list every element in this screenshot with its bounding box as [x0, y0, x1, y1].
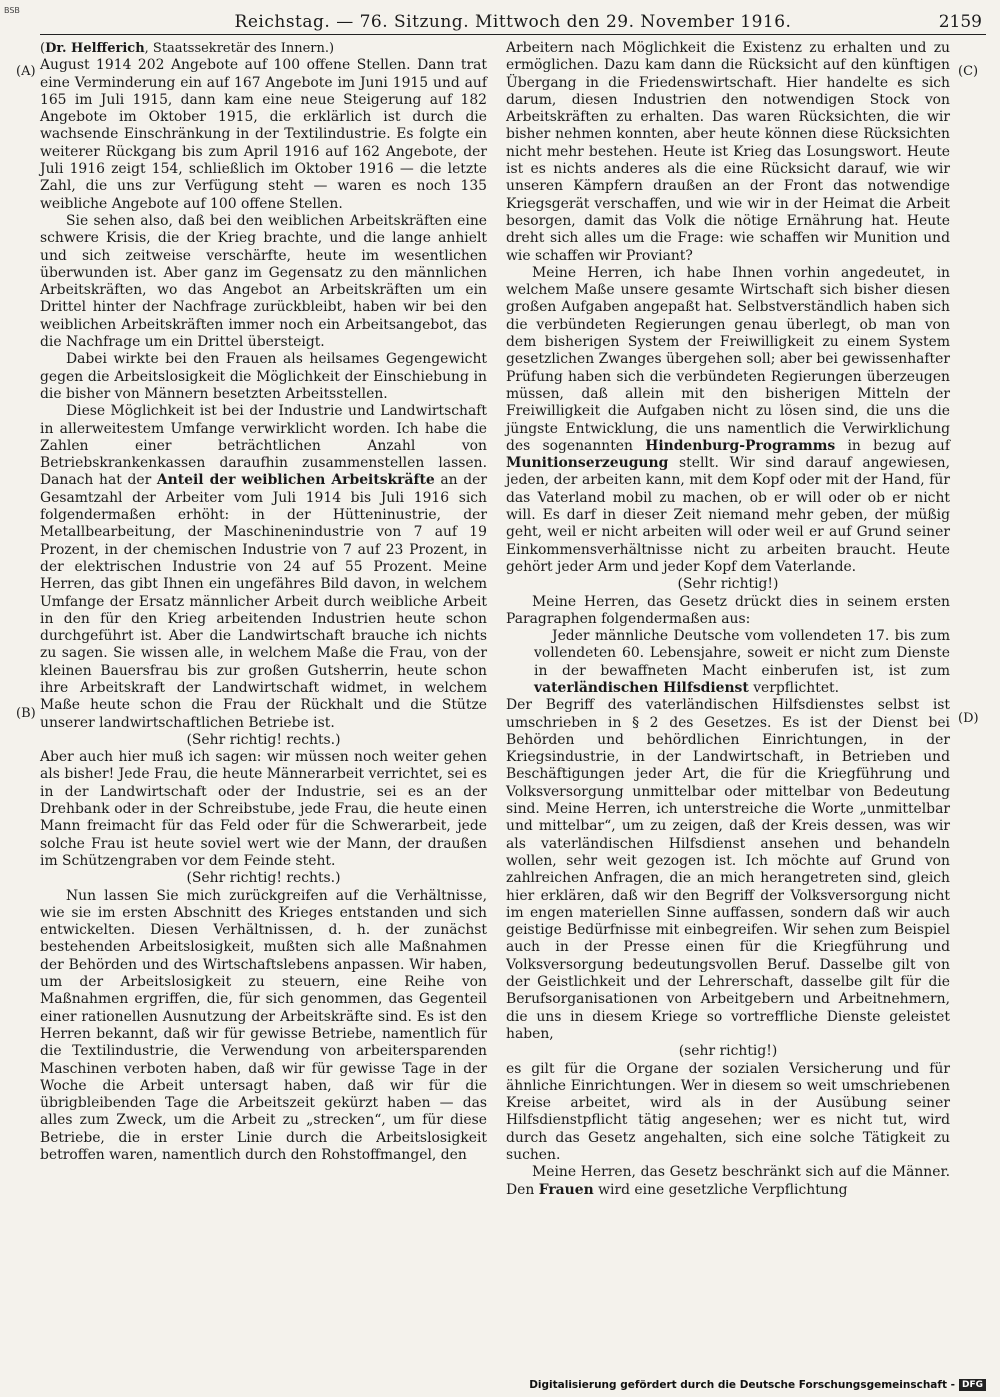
- emphasis: vaterländischen Hilfsdienst: [534, 679, 749, 696]
- text-run: an der Gesamtzahl der Arbeiter vom Juli 1914 bis Juli 1916 sich folgendermaßen erhöht: in der Hütteninustrie, der Metallbearbeitung, der Maschinenindustrie von 7 auf 19 Prozent, in der chemischen Industrie von 7 auf 23 Prozent, in der elektrischen Industrie von 24 auf 55 Prozent. Meine Herren, das gibt Ihnen ein ungefähres Bild davon, in welchem Umfange der Ersatz männlicher Arbeit durch weibliche Arbeit in den für den Krieg arbeitenden Industrien heute schon durchgeführt ist. Aber die Landwirtschaft brauche ich nichts zu sagen. Sie wissen alle, in welchem Maße die Frau, von der kleinen Bauersfrau bis zur großen Gutsherrin, heute schon ihre Arbeitskraft der Landwirtschaft widmet, in welchem Maße heute schon die Frau der Rückhalt und die Stütze unserer landwirtschaftlichen Betriebe ist.: [40, 472, 487, 731]
- dfg-logo: DFG: [959, 1379, 986, 1391]
- paragraph: Aber auch hier muß ich sagen: wir müssen noch weiter gehen als bisher! Jede Frau, die heute Männerarbeit verrichtet, sei es in der Landwirtschaft oder der Industrie, sei es an der Drehbank oder in der Schreibstube, jede Frau, die heute einen Mann freimacht für das Feld oder für die Schwerarbeit, jede solche Frau ist heute soviel wert wie der Mann, der draußen im Schützengraben vor dem Feinde steht.: [40, 749, 487, 869]
- paragraph: Arbeitern nach Möglichkeit die Existenz zu erhalten und zu ermöglichen. Dazu kam dann die Rücksicht auf den künftigen Übergang in die Friedenswirtschaft. Hier handelte es sich darum, diesen Industrien den notwendigen Stock von Arbeitskräften zu erhalten. Das waren Rücksichten, die wir bisher nehmen konnten, aber heute können diese Rücksichten nicht mehr bestehen. Heute ist Krieg das Losungswort. Heute ist es nichts anderes als die eine Rücksicht darauf, wie wir unseren Kämpfern draußen an der Front das notwendige Kriegsgerät verschaffen, und wie wir in der Heimat die Arbeit besorgen, damit das Volk die nötige Ernährung hat. Heute dreht sich alles um die Frage: wie schaffen wir Munition und wie schaffen wir Proviant?: [506, 40, 950, 264]
- emphasis: Hindenburg-Programms: [645, 437, 836, 454]
- interjection: (sehr richtig!): [678, 1043, 778, 1060]
- running-title: Reichstag. — 76. Sitzung. Mittwoch den 29. November 1916.: [234, 12, 792, 32]
- text-run: Diese Möglichkeit ist bei der Industrie und Landwirtschaft in allerweitestem Umfange verwirklicht worden. Ich habe die Zahlen einer beträchtlichen Anzahl von Betriebskrankenkassen daraufhin zusammenstellen lassen. Danach hat der: [40, 403, 487, 489]
- text-run: Jeder männliche Deutsche vom vollendeten 17. bis zum vollendeten 60. Lebensjahre, soweit er nicht zum Dienste in der bewaffneten Macht einberufen ist, ist zum: [534, 628, 950, 679]
- text-run: in bezug auf: [835, 437, 950, 454]
- text-run: stellt. Wir sind darauf angewiesen, jeden, der arbeiten kann, mit dem Kopf oder mit der Hand, für das Vaterland mobil zu machen, ob er will oder ob er nicht will. Es darf in dieser Zeit niemand mehr geben, der müßig geht, weil er nicht arbeiten will oder weil er auf Grund seiner Einkommensverhältnisse nicht zu arbeiten braucht. Heute gehört jeder Arm und jeder Kopf dem Vaterlande.: [506, 455, 950, 575]
- emphasis: Anteil der weiblichen Arbeitskräfte: [156, 472, 435, 489]
- text-run: Meine Herren, ich habe Ihnen vorhin angedeutet, in welchem Maße unsere gesamte Wirtschaft sich bisher diesen großen Aufgaben angepaßt hat. Selbstverständlich haben sich die verbündeten Regierungen genau überlegt, ob man von dem bisherigen System der Freiwilligkeit zu einem System gesetzlichen Zwanges übergehen soll; aber bei gewissenhafter Prüfung haben sich die verbündeten Regierungen überzeugen müssen, daß allein mit den bisherigen Mitteln der Freiwilligkeit die Aufgaben nicht zu lösen sind, die uns die jüngste Entwicklung, die uns namentlich die Verwirklichung des sogenannten: [506, 264, 950, 454]
- speaker-name: Dr. Helfferich: [45, 41, 145, 56]
- margin-marker-c: (C): [958, 64, 979, 79]
- paragraph: [40, 403, 487, 732]
- margin-marker-b: (B): [16, 706, 36, 721]
- left-column: [40, 40, 487, 1164]
- paragraph: [506, 265, 950, 576]
- paragraph: Meine Herren, das Gesetz drückt dies in seinem ersten Paragraphen folgendermaßen aus:: [506, 593, 950, 627]
- speaker-role: , Staatssekretär des Innern.): [144, 41, 335, 56]
- paragraph: Dabei wirkte bei den Frauen als heilsames Gegengewicht gegen die Arbeitslosigkeit die Möglichkeit der Einschiebung in die bisher von Männern besetzten Arbeitsstellen.: [40, 351, 487, 402]
- emphasis: Frauen: [538, 1181, 594, 1198]
- paragraph: Sie sehen also, daß bei den weiblichen Arbeitskräften eine schwere Krisis, die der Krieg brachte, und die lange anhielt und sich zeitweise verschärfte, heute im wesentlichen überwunden ist. Aber ganz im Gegensatz zu den männlichen Arbeitskräften, wo das Angebot an Arbeitskräften um ein Drittel hinter der Nachfrage zurückbleibt, haben wir bei den weiblichen Arbeitskräften immer noch ein Arbeitsangebot, das die Nachfrage um ein Drittel übersteigt.: [40, 212, 487, 351]
- library-stamp: BSB: [4, 6, 20, 15]
- paragraph: Nun lassen Sie mich zurückgreifen auf die Verhältnisse, wie sie im ersten Abschnitt des Krieges entstanden und sich entwickelten. Diesen Verhältnissen, d. h. der zunächst bestehenden Arbeitslosigkeit, mußten sich alle Maßnahmen der Behörden und des Wirtschaftslebens anpassen. Wir haben, um der Arbeitslosigkeit zu steuern, eine Reihe von Maßnahmen ergriffen, die, für sich genommen, das Gegenteil einer rationellen Ausnutzung der Arbeitskräfte sind. Es ist den Herren bekannt, daß wir für gewisse Betriebe, namentlich für die Textilindustrie, die Verwendung von arbeitersparenden Maschinen verboten haben, daß wir für gewisse Tage in der Woche die Arbeit untersagt haben, daß wir für die übrigbleibenden Tage die Arbeitszeit gekürzt haben — das alles zum Zweck, um die Arbeit zu „strecken“, um für diese Betriebe, die in erster Linie durch die Arbeitslosigkeit betroffen waren, namentlich durch den Rohstoffmangel, den: [40, 887, 487, 1163]
- right-column: [506, 40, 950, 1199]
- paragraph: Der Begriff des vaterländischen Hilfsdienstes selbst ist umschrieben in § 2 des Gesetzes. Es ist der Dienst bei Behörden und behördlichen Einrichtungen, in der Kriegsindustrie, in der Landwirtschaft, in Betrieben und Beschäftigungen jeder Art, die für die Kriegführung und Volksversorgung unmittelbar oder mittelbar von Bedeutung sind. Meine Herren, ich unterstreiche die Worte „unmittelbar und mittelbar“, um zu zeigen, daß der Kreis dessen, was wir als vaterländischen Hilfsdienst ansehen und behandeln wollen, sehr weit gezogen ist. Ich möchte auf Grund von zahlreichen Anfragen, die an mich herangetreten sind, gleich hier erklären, daß wir den Begriff der Volksversorgung nicht im engen materiellen Sinne auffassen, sondern daß wir auch geistige Bedürfnisse mit einbegreifen. Wir sehen zum Beispiel auch in der Presse einen für die Kriegführung und Volksversorgung bedeutungsvollen Beruf. Dasselbe gilt von der Geistlichkeit und der Lehrerschaft, dasselbe gilt für die Berufsorganisationen von Arbeitgebern und Arbeitnehmern, die uns in diesem Kriege so vortreffliche Dienste geleistet haben,: [506, 697, 950, 1042]
- law-quote: [534, 628, 950, 697]
- interjection: (Sehr richtig! rechts.): [186, 870, 341, 887]
- emphasis: Munitionserzeugung: [506, 455, 669, 472]
- text-run: Meine Herren, das Gesetz beschränkt sich auf die Männer. Den: [506, 1164, 950, 1198]
- page-header: [40, 10, 986, 35]
- page-number: 2159: [938, 12, 982, 32]
- paragraph: August 1914 202 Angebote auf 100 offene Stellen. Dann trat eine Verminderung ein auf 167 Angebote im Juni 1915 und auf 165 im Juli 1915, dann kam eine neue Steigerung auf 182 Angebote im Oktober 1915, die erklärlich ist durch die wachsende Einschränkung in der Textilindustrie. Es folgte ein weiterer Rückgang bis zum April 1916 auf 162 Angebote, der Juli 1916 zeigt 154, schließlich im Oktober 1916 — die letzte Zahl, die uns zur Verfügung steht — waren es noch 135 weibliche Angebote auf 100 offene Stellen.: [40, 57, 487, 212]
- speaker-line: (Dr. Helfferich, Staatssekretär des Innern.): [40, 41, 335, 56]
- interjection: (Sehr richtig! rechts.): [186, 731, 341, 748]
- margin-marker-a: (A): [16, 64, 36, 79]
- interjection: (Sehr richtig!): [677, 576, 779, 593]
- text-run: verpflichtet.: [748, 679, 840, 696]
- paragraph: es gilt für die Organe der sozialen Versicherung und für ähnliche Einrichtungen. Wer in diesem so weit umschriebenen Kreise arbeitet, wird als in der Ausübung seiner Hilfsdienstpflicht tätig angesehen; wer es nicht tut, wird durch das Gesetz angehalten, sich eine solche Tätigkeit zu suchen.: [506, 1060, 950, 1163]
- margin-marker-d: (D): [958, 711, 979, 726]
- funding-footer: [529, 1379, 986, 1391]
- paragraph: [506, 1164, 950, 1199]
- footer-text: Digitalisierung gefördert durch die Deutsche Forschungsgemeinschaft -: [529, 1379, 955, 1391]
- text-run: wird eine gesetzliche Verpflichtung: [593, 1181, 848, 1198]
